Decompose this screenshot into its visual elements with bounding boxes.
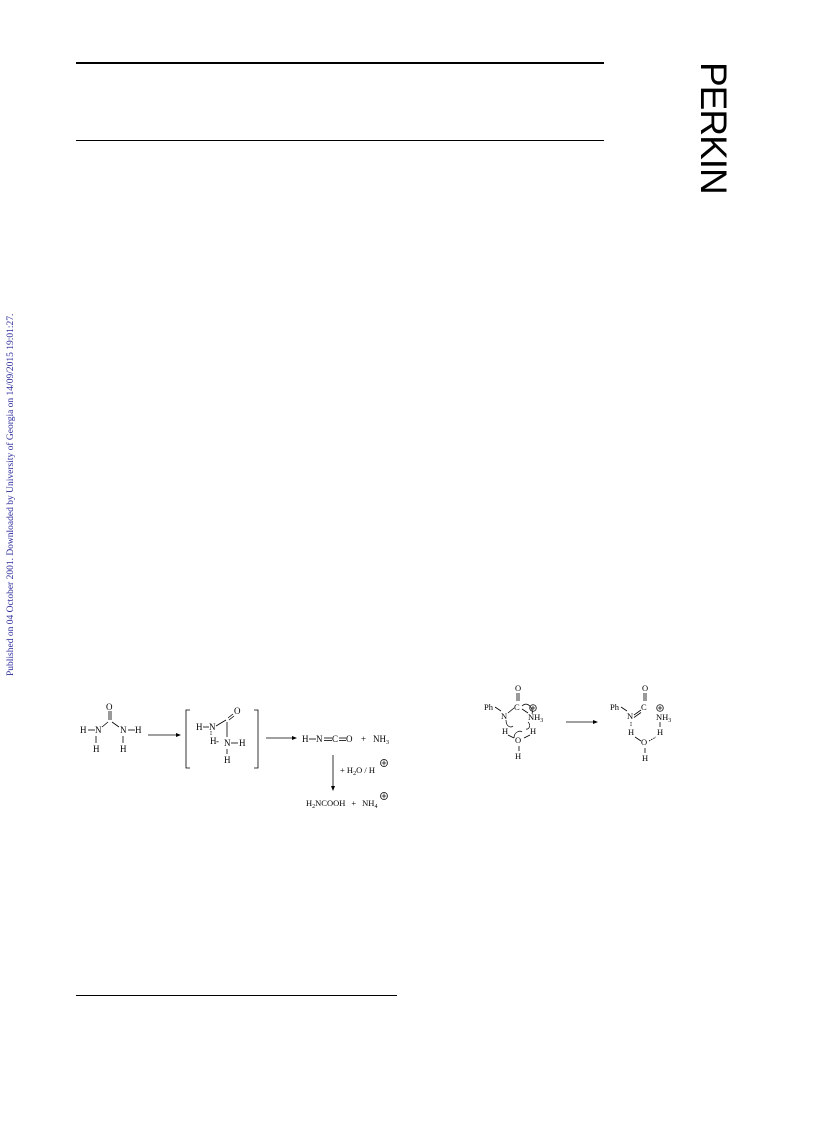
svg-text:N: N xyxy=(501,711,508,721)
svg-text:O: O xyxy=(346,734,353,744)
svg-text:O: O xyxy=(515,683,522,693)
phenylurea-water-transition-state xyxy=(610,683,671,763)
svg-text:H: H xyxy=(210,736,217,746)
svg-text:C: C xyxy=(514,702,520,712)
atom-h-left: H xyxy=(80,725,87,735)
atom-h-left-lower: H xyxy=(93,744,100,754)
svg-text:H: H xyxy=(628,727,635,737)
download-provenance-note[interactable]: Published on 04 October 2001. Downloaded by University of Georgia on 14/09/2015 19:01:27. xyxy=(6,313,16,676)
final-products: $H_2NCOOH + NH_4$ xyxy=(306,798,378,810)
svg-text:C: C xyxy=(332,734,339,744)
svg-text:H: H xyxy=(642,753,649,763)
urea-structure xyxy=(80,702,142,754)
svg-text:-: - xyxy=(216,736,219,746)
svg-text:H: H xyxy=(239,738,246,748)
svg-text:N: N xyxy=(316,734,323,744)
reagent-label: + $H_2O$ / H xyxy=(340,765,375,777)
scheme-urea-decomposition xyxy=(70,700,410,820)
atom-n-right: N xyxy=(120,725,127,735)
svg-text:O: O xyxy=(641,737,648,747)
svg-text:N: N xyxy=(627,711,634,721)
header-rule-top xyxy=(76,62,604,64)
svg-text:C: C xyxy=(641,702,647,712)
journal-brand: PERKIN xyxy=(693,62,734,194)
svg-text:H: H xyxy=(302,734,309,744)
phenylurea-water-reactant xyxy=(484,683,543,761)
svg-text:Ph: Ph xyxy=(610,702,619,712)
atom-h-right-lower: H xyxy=(120,744,127,754)
svg-text:O: O xyxy=(234,706,241,716)
svg-text:N: N xyxy=(224,738,231,748)
svg-text:H: H xyxy=(502,726,509,736)
atom-n-left: N xyxy=(95,725,102,735)
svg-text:O: O xyxy=(515,735,522,745)
svg-text:NH3: $NH_3$ xyxy=(373,734,389,746)
atom-o-urea: O xyxy=(106,702,113,712)
svg-text:H: H xyxy=(224,755,231,765)
svg-text:H: H xyxy=(515,751,522,761)
footnote-rule xyxy=(76,995,397,996)
header-rule-bottom xyxy=(76,140,604,141)
svg-text:NH3: $NH_3$ xyxy=(528,712,544,724)
atom-h-right: H xyxy=(135,725,142,735)
journal-brand-container xyxy=(693,62,734,194)
svg-text:H: H xyxy=(196,722,203,732)
isocyanic-acid-products xyxy=(302,734,389,746)
intermediate-bracket xyxy=(186,706,258,768)
svg-text:H: H xyxy=(530,726,537,736)
svg-text:+: + xyxy=(361,734,367,744)
svg-text:N: N xyxy=(209,722,216,732)
svg-text:O: O xyxy=(642,683,649,693)
svg-text:Ph: Ph xyxy=(484,702,493,712)
svg-text:H: H xyxy=(657,727,664,737)
scheme-phenylurea-water xyxy=(476,680,696,770)
svg-text:NH3: $NH_3$ xyxy=(656,712,672,724)
